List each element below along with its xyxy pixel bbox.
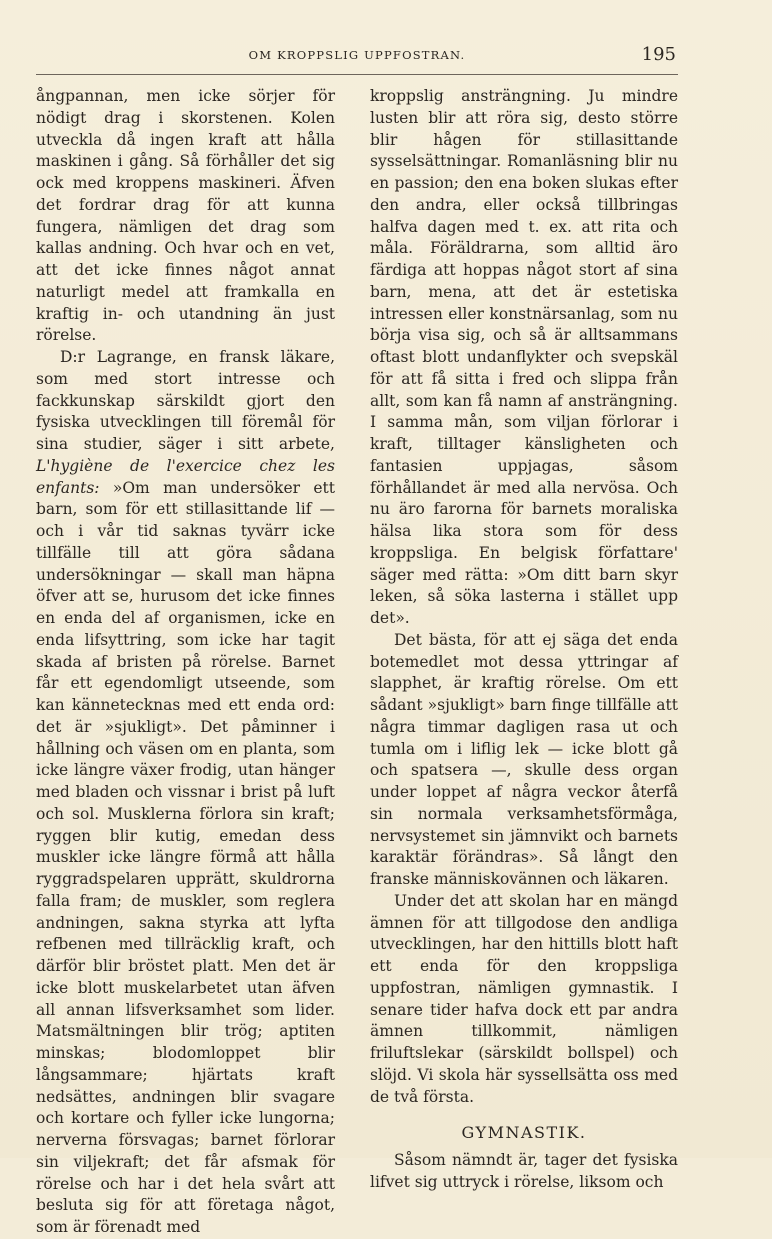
section-heading: GYMNASTIK. xyxy=(461,1123,587,1143)
book-title: L'hygiène de l'exercice chez les enfants: xyxy=(36,456,335,497)
paragraph: Det bästa, för att ej säga det enda botemedlet mot dessa yttringar af slapphet, är kraftig rörelse. Om ett sådant »sjukligt» barn finge tillfälle att några timmar dagligen rasa ut och tumla om i liflig lek — icke blott gå och spatsera —, skulle dess organ under loppet af några veckor återfå sin normala verksamhetsförmåga, nervsystemet sin jämnvikt och barnets karaktär förändras». Så långt den franske människovännen och läkaren. xyxy=(370,630,678,888)
header-rule xyxy=(36,74,678,75)
left-column xyxy=(36,86,335,1239)
page-header xyxy=(36,38,678,68)
paragraph-text: »Om man undersöker ett barn, som för ett stillasittande lif — och i vår tid saknas tyvärr icke tillfälle till att göra sådana undersökningar — skall man häpna öfver att se, hurusom det icke finnes en enda del af organismen, icke en enda lifsyttring, som icke har tagit skada af bristen på rörelse. Barnet får ett egendomligt utseende, som kan kännetecknas med ett enda ord: det är »sjukligt». Det påminner i hållning och väsen om en planta, som icke längre växer frodig, utan hänger med bladen och vissnar i brist på luft och sol. Musklerna förlora sin kraft; ryggen blir kutig, emedan dess muskler icke längre förmå att hålla ryggradspelaren upprätt, skuldrorna falla fram; de muskler, som reglera andningen, sakna styrka att lyfta refbenen med tillräcklig kraft, och därför blir bröstet platt. Men det är icke blott muskelarbetet utan äfven all annan lifsverksamhet som lider. Matsmältningen blir trög; aptiten minskas; blodomloppet blir långsammare; hjärtats kraft nedsättes, andningen blir svagare och kortare och fyller icke lungorna; nerverna försvagas; barnet förlorar sin viljekraft; det får afsmak för rörelse och har i det hela svårt att besluta sig för att företaga något, som är förenadt med xyxy=(36,478,335,1236)
paragraph: Såsom nämndt är, tager det fysiska lifvet sig uttryck i rörelse, liksom och xyxy=(370,1151,678,1191)
paragraph: Under det att skolan har en mängd ämnen för att tillgodose den andliga utvecklingen, har den hittills blott haft ett enda för den kroppsliga uppfostran, nämligen gymnastik. I senare tider hafva dock ett par andra ämnen tillkommit, nämligen friluftslekar (särskildt bollspel) och slöjd. Vi skola här syssellsätta oss med de två första. xyxy=(370,891,678,1106)
page-number: 195 xyxy=(641,44,676,65)
paragraph: kroppslig ansträngning. Ju mindre lusten blir att röra sig, desto större blir hågen för stillasittande sysselsättningar. Romanläsning blir nu en passion; den ena boken slukas efter den andra, eller också tillbringas halfva dagen med t. ex. att rita och måla. Föräldrarna, som alltid äro färdiga att hoppas något stort af sina barn, mena, att det är estetiska intressen eller konstnärsanlag, som nu börja visa sig, och så är alltsammans oftast blott undanflykter och svepskäl för att få sitta i fred och slippa från allt, som kan få namn af ansträngning. I samma mån, som viljan förlorar i kraft, tilltager känsligheten och fantasien uppjagas, såsom förhållandet är med alla nervösa. Och nu äro farorna för barnets moraliska hälsa lika stora som för dess kroppsliga. En belgisk författare' säger med rätta: »Om ditt barn skyr leken, så söka lasterna i stället upp det». xyxy=(370,87,678,627)
paragraph xyxy=(36,347,335,1239)
paragraph-text: D:r Lagrange, en fransk läkare, som med stort intresse och fackkunskap särskildt gjort den fysiska utvecklingen till föremål för sina studier, säger i sitt arbete, xyxy=(36,348,335,453)
paragraph: ångpannan, men icke sörjer för nödigt drag i skorstenen. Kolen utveckla då ingen kraft att hålla maskinen i gång. Så förhåller det sig ock med kroppens maskineri. Äfven det fordrar drag för att kunna fungera, nämligen det drag som kallas andning. Och hvar och en vet, att det icke finnes något annat naturligt medel att framkalla en kraftig in- och utandning än just rörelse. xyxy=(36,87,335,345)
right-column xyxy=(370,86,678,1194)
running-head: OM KROPPSLIG UPPFOSTRAN. xyxy=(248,48,466,62)
